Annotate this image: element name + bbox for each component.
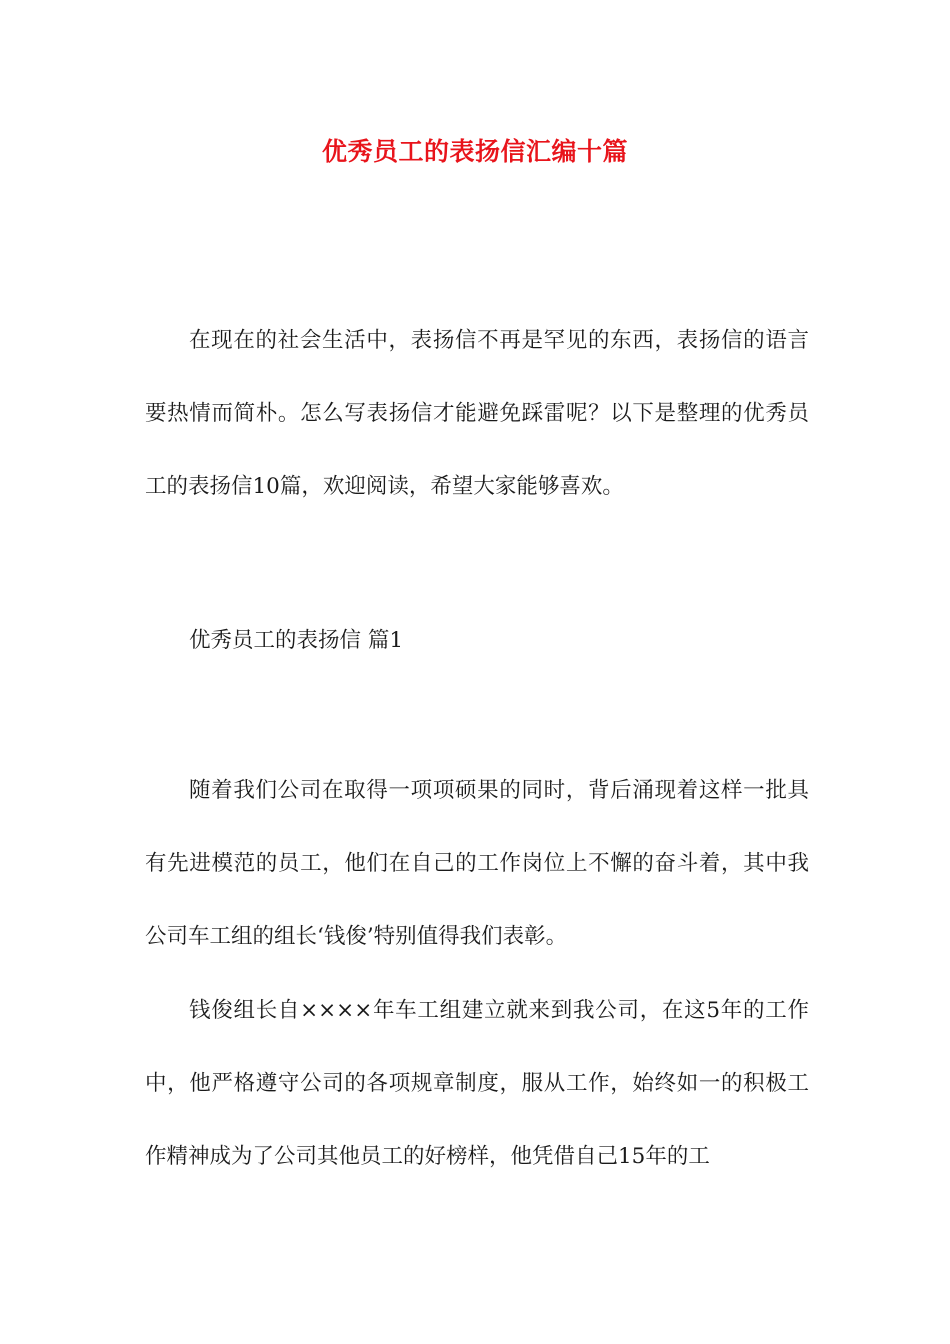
body-paragraph-2: 钱俊组长自××××年车工组建立就来到我公司，在这5年的工作中，他严格遵守公司的各项规章制度，服从工作，始终如一的积极工作精神成为了公司其他员工的好榜样，他凭借自己15年的工 (145, 998, 809, 1169)
section-heading: 优秀员工的表扬信 篇1 (189, 628, 404, 653)
intro-paragraph: 在现在的社会生活中，表扬信不再是罕见的东西，表扬信的语言要热情而简朴。怎么写表扬信才能避免踩雷呢？以下是整理的优秀员工的表扬信10篇，欢迎阅读，希望大家能够喜欢。 (145, 328, 809, 499)
body-paragraph-1: 随着我们公司在取得一项项硕果的同时，背后涌现着这样一批具有先进模范的员工，他们在自己的工作岗位上不懈的奋斗着，其中我公司车工组的组长‘钱俊’特别值得我们表彰。 (145, 778, 809, 949)
document-title: 优秀员工的表扬信汇编十篇 (321, 137, 628, 166)
